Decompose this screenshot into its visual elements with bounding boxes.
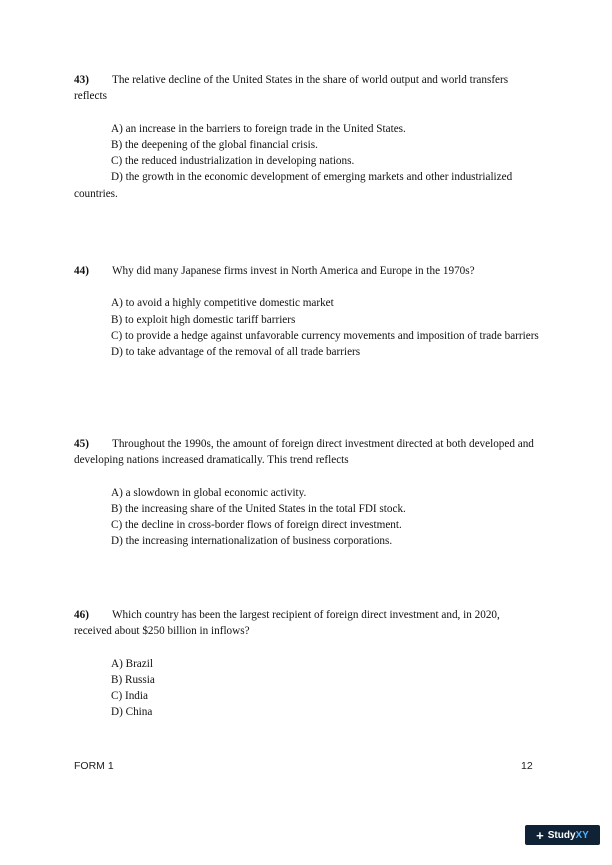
question-number: 45) [74,438,89,450]
footer-form-label: FORM 1 [74,760,114,772]
option-b: B) the increasing share of the United States in the total FDI stock. [111,502,406,515]
brand-main: Study [547,829,576,841]
option-b: B) to exploit high domestic tariff barriers [111,313,296,326]
question-stem [74,607,540,640]
option-a: A) to avoid a highly competitive domestic market [111,297,334,310]
studyxy-badge[interactable] [525,825,600,845]
option-a: A) Brazil [111,657,153,670]
option-d: D) the growth in the economic development of emerging markets and other industrialized countries. [74,171,513,200]
question-stem [74,436,540,469]
option-b: B) the deepening of the global financial crisis. [111,138,318,151]
question-text: Throughout the 1990s, the amount of foreign direct investment directed at both developed and developing nations increased dramatically. This trend reflects [74,438,534,467]
option-b: B) Russia [111,673,155,686]
option-d: D) to take advantage of the removal of all trade barriers [111,346,361,359]
question-stem [74,263,540,279]
question-number: 46) [74,609,89,621]
option-c: C) to provide a hedge against unfavorable currency movements and imposition of trade barriers [111,329,539,342]
brand-accent: XY [575,829,589,841]
question-43 [74,72,540,202]
plus-icon: + [536,827,544,843]
question-stem [74,72,540,105]
question-number: 44) [74,265,89,277]
question-text: Which country has been the largest recipient of foreign direct investment and, in 2020, received about $250 billion in inflows? [74,609,500,638]
option-d: D) China [111,706,153,719]
option-c: C) the decline in cross-border flows of foreign direct investment. [111,519,402,532]
question-text: The relative decline of the United States in the share of world output and world transfers reflects [74,74,509,103]
option-c: C) India [111,690,148,703]
question-46 [74,607,540,721]
question-44 [74,263,540,360]
options-list [74,485,540,550]
options-list [74,121,540,202]
option-a: A) a slowdown in global economic activity. [111,486,307,499]
options-list [74,295,540,360]
option-a: A) an increase in the barriers to foreign trade in the United States. [111,122,406,135]
question-number: 43) [74,74,89,86]
question-text: Why did many Japanese firms invest in North America and Europe in the 1970s? [112,265,475,277]
brand-name [548,830,589,841]
options-list [74,656,540,721]
option-c: C) the reduced industrialization in developing nations. [111,155,355,168]
question-45 [74,436,540,550]
footer-page-number: 12 [521,760,533,772]
option-d: D) the increasing internationalization of business corporations. [111,535,393,548]
